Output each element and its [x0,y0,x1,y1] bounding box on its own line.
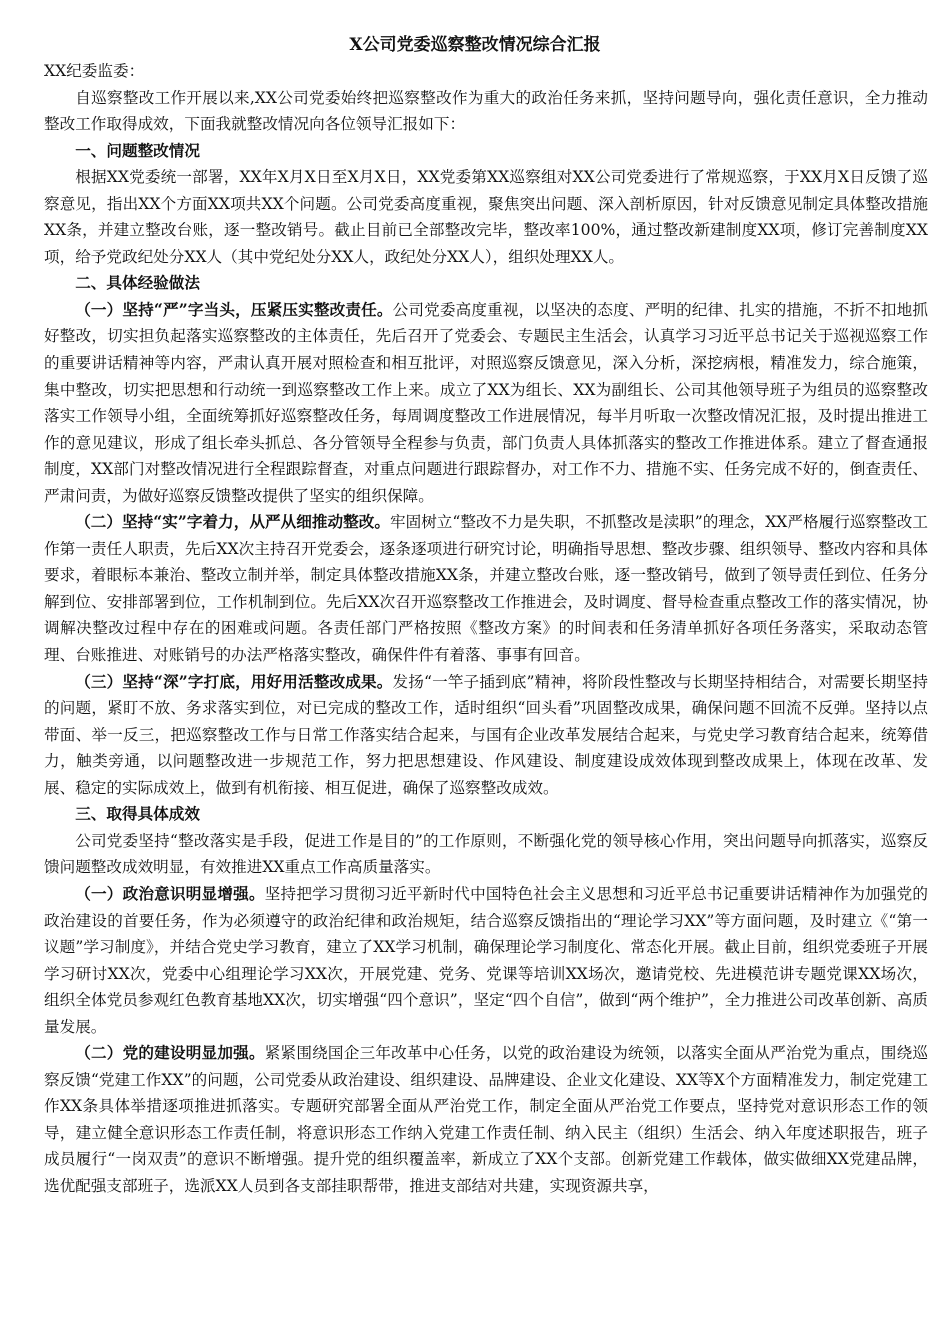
section-2-item-3 [44,669,928,802]
item-text: 紧紧围绕国企三年改革中心任务，以党的政治建设为统领，以落实全面从严治党为重点，围绕巡察反馈“党建工作XX”的问题，公司党委从政治建设、组织建设、品牌建设、企业文化建设、XX等X个方面精准发力，制定党建工作XX条具体举措逐项推进抓落实。专题研究部署全面从严治党工作，制定全面从严治党工作要点，坚持党对意识形态工作的领导，建立健全意识形态工作责任制，将意识形态工作纳入党建工作责任制、纳入民主（组织）生活会、纳入年度述职报告，班子成员履行“一岗双责”的意识不断增强。提升党的组织覆盖率，新成立了XX个支部。创新党建工作载体，做实做细XX党建品牌，选优配强支部班子，选派XX人员到各支部挂职帮带，推进支部结对共建，实现资源共享， [44,1044,928,1195]
document-body [44,58,928,1200]
section-2-item-1 [44,297,928,509]
section-1-paragraph: 根据XX党委统一部署，XX年X月X日至X月X日，XX党委第XX巡察组对XX公司党委进行了常规巡察，于XX月X日反馈了巡察意见，指出XX个方面XX项共XX个问题。公司党委高度重视，聚焦突出问题、深入剖析原因，针对反馈意见制定具体整改措施XX条，并建立整改台账，逐一整改销号。截止目前已全部整改完毕，整改率100%，通过整改新建制度XX项，修订完善制度XX项，给予党政纪处分XX人（其中党纪处分XX人，政纪处分XX人），组织处理XX人。 [44,168,928,266]
section-2-item-2 [44,509,928,668]
section-heading-1: 一、问题整改情况 [75,140,200,160]
section-3-intro: 公司党委坚持“整改落实是手段，促进工作是目的”的工作原则，不断强化党的领导核心作用，突出问题导向抓落实，巡察反馈问题整改成效明显，有效推进XX重点工作高质量落实。 [44,831,928,877]
item-text: 牢固树立“整改不力是失职，不抓整改是渎职”的理念，XX严格履行巡察整改工作第一责任人职责，先后XX次主持召开党委会，逐条逐项进行研究讨论，明确指导思想、整改步骤、组织领导、整改内容和具体要求，着眼标本兼治、整改立制并举，制定具体整改措施XX条，并建立整改台账，逐一整改销号，做到了领导责任到位、任务分解到位、安排部署到位，工作机制到位。先后XX次召开巡察整改工作推进会，及时调度、督导检查重点整改工作的落实情况，协调解决整改过程中存在的困难或问题。各责任部门严格按照《整改方案》的时间表和任务清单抓好各项任务落实，采取动态管理、台账推进、对账销号的办法严格落实整改，确保件件有着落、事事有回音。 [44,513,928,665]
item-text: 发扬“一竿子插到底”精神，将阶段性整改与长期坚持相结合，对需要长期坚持的问题，紧盯不放、务求落实到位，对已完成的整改工作，适时组织“回头看”巩固整改成果，确保问题不回流不反弹。坚持以点带面、举一反三，把巡察整改工作与日常工作落实结合起来，与国有企业改革发展结合起来，与党史学习教育结合起来，统筹借力，触类旁通，以问题整改进一步规范工作，努力把思想建设、作风建设、制度建设成效体现到整改成果上，体现在改革、发展、稳定的实际成效上，做到有机衔接、相互促进，确保了巡察整改成效。 [44,672,928,797]
item-lead: （二）坚持“实”字着力，从严从细推动整改。 [75,512,390,532]
item-lead: （一）政治意识明显增强。 [75,883,265,903]
document-title: X公司党委巡察整改情况综合汇报 [349,35,601,55]
item-lead: （三）坚持“深”字打底，用好用活整改成果。 [75,671,393,691]
section-heading-2: 二、具体经验做法 [75,273,200,293]
item-lead: （二）党的建设明显加强。 [75,1043,265,1063]
intro-paragraph: 自巡察整改工作开展以来,XX公司党委始终把巡察整改作为重大的政治任务来抓，坚持问题导向，强化责任意识，全力推动整改工作取得成效，下面我就整改情况向各位领导汇报如下： [44,88,928,134]
section-heading-3: 三、取得具体成效 [75,804,200,824]
item-lead: （一）坚持“严”字当头，压紧压实整改责任。 [75,299,393,319]
item-text: 坚持把学习贯彻习近平新时代中国特色社会主义思想和习近平总书记重要讲话精神作为加强党的政治建设的首要任务，作为必须遵守的政治纪律和政治规矩，结合巡察反馈指出的“理论学习XX”等方面问题，及时建立《“第一议题”学习制度》，并结合党史学习教育，建立了XX学习机制，确保理论学习制度化、常态化开展。截止目前，组织党委班子开展学习研讨XX次，党委中心组理论学习XX次，开展党建、党务、党课等培训XX场次，邀请党校、先进模范讲专题党课XX场次，组织全体党员参观红色教育基地XX次，切实增强“四个意识”，坚定“四个自信”，做到“两个维护”，全力推进公司改革创新、高质量发展。 [44,884,928,1036]
section-3-item-1 [44,881,928,1040]
section-3-item-2 [44,1040,928,1199]
item-text: 公司党委高度重视，以坚决的态度、严明的纪律、扎实的措施，不折不扣地抓好整改，切实担负起落实巡察整改的主体责任，先后召开了党委会、专题民主生活会，认真学习习近平总书记关于巡视巡察工作的重要讲话精神等内容，严肃认真开展对照检查和相互批评，对照巡察反馈意见，深入分析，深挖病根，精准发力，综合施策，集中整改，切实把思想和行动统一到巡察整改工作上来。成立了XX为组长、XX为副组长、公司其他领导班子为组员的巡察整改落实工作领导小组，全面统筹抓好巡察整改任务，每周调度整改工作进展情况，每半月听取一次整改情况汇报，及时提出推进工作的意见建议，形成了组长牵头抓总、各分管领导全程参与负责，部门负责人具体抓落实的整改工作推进体系。建立了督查通报制度，XX部门对整改情况进行全程跟踪督查，对重点问题进行跟踪督办，对工作不力、措施不实、任务完成不好的，倒查责任、严肃问责，为做好巡察反馈整改提供了坚实的组织保障。 [44,300,928,505]
salutation: XX纪委监委： [44,62,145,80]
